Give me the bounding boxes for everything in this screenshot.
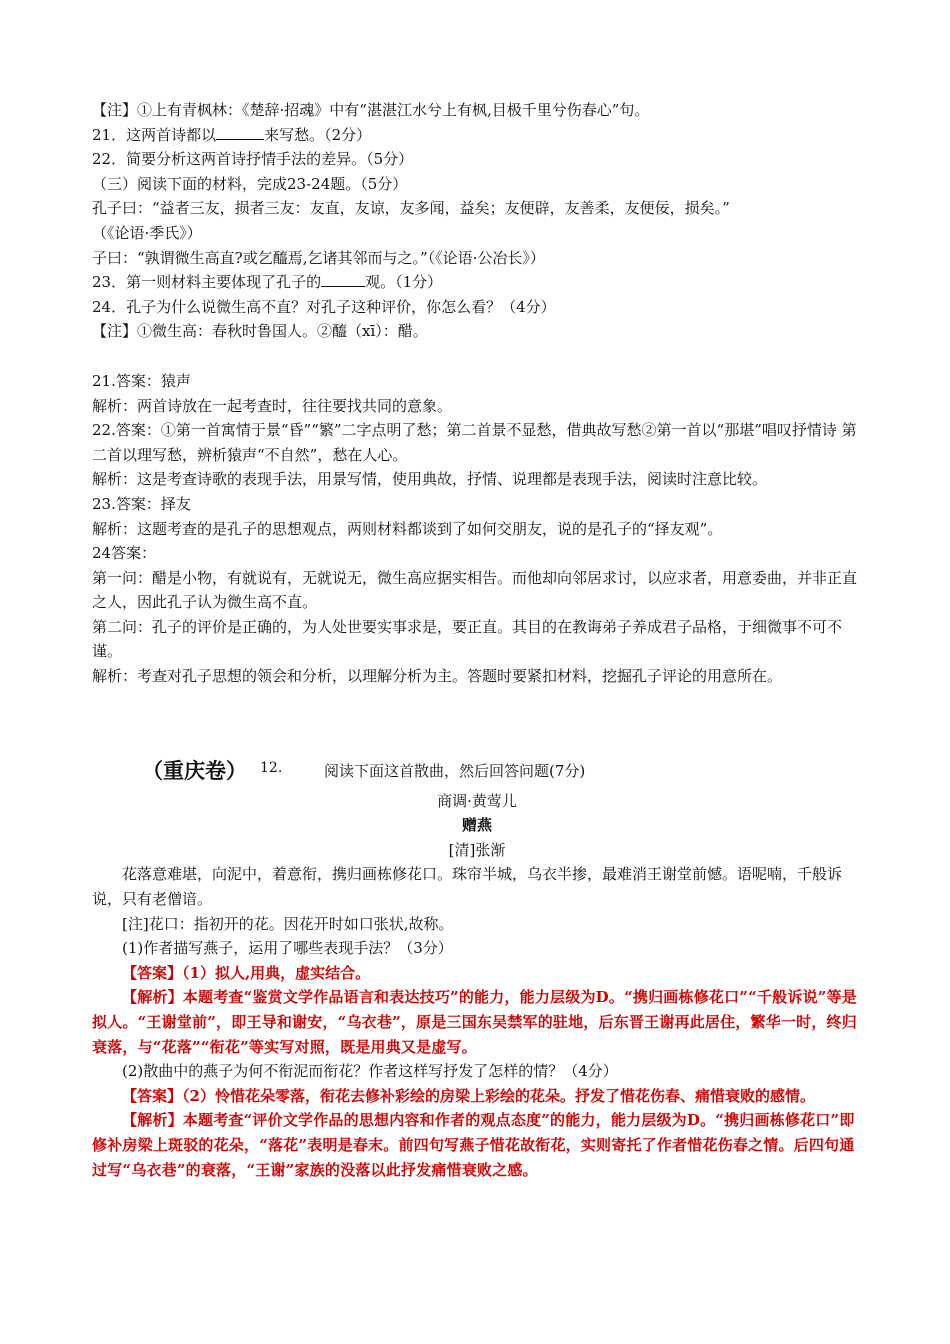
explanation-22: 解析：这是考查诗歌的表现手法，用景写情，使用典故，抒情、说理都是表现手法，阅读时注意比较。 (92, 470, 768, 489)
question-12-prompt: 阅读下面这首散曲，然后回答问题(7分) (324, 761, 586, 780)
quote-1: 孔子曰：“益者三友，损者三友：友直，友谅，友多闻，益矣；友便辟，友善柔，友便佞，损矣。” (92, 199, 730, 218)
sub-explanation-1: 【解析】本题考查“鉴赏文学作品语言和表达技巧”的能力，能力层级为D。“携归画栋修花口”“千般诉说”等是拟人。“王谢堂前”，即王导和谢安，“乌衣巷”，原是三国东吴禁军的驻地，后东晋王谢再此居住，繁华一时，终归衰落，与“花落”“衔花”等实写对照，既是用典又是虚写。 (92, 988, 857, 1056)
answer-22: 22.答案：①第一首寓情于景“昏”“繁”二字点明了愁；第二首景不显愁，借典故写愁②第一首以“那堪”唱叹抒情诗 第二首以理写愁，辨析猿声“不自然”，愁在人心。 (92, 421, 857, 464)
answer-21: 21.答案：猿声 (92, 371, 191, 390)
sub-question-1: (1)作者描写燕子，运用了哪些表现手法？（3分） (122, 939, 453, 958)
qupai-title: 商调·黄莺儿 (437, 791, 517, 810)
quote-2: 子曰：“孰谓微生高直?或乞醯焉,乞诸其邻而与之。”（《论语·公冶长》） (92, 248, 545, 267)
sub-explanation-2: 【解析】本题考查“评价文学作品的思想内容和作者的观点态度”的能力，能力层级为D。“携归画栋修花口”即修补房梁上斑驳的花朵，“落花”表明是春末。前四句写燕子惜花故衔花，实则寄托了作者惜花伤春之情。后四句通过写“乌衣巷”的衰落，“王谢”家族的没落以此抒发痛惜衰败之感。 (92, 1111, 855, 1179)
chongqing-section-title (92, 757, 862, 789)
question-12-number: 12. (260, 759, 283, 776)
section-3-heading: （三）阅读下面的材料，完成23-24题。（5分） (92, 174, 408, 193)
question-23: 23．第一则材料主要体现了孔子的 观。（1分） (92, 273, 443, 292)
answer-24-part-2: 第二问：孔子的评价是正确的，为人处世要实事求是，要正直。其目的在教诲弟子养成君子品格，于细微事不可不谨。 (92, 617, 843, 661)
answer-24-heading: 24答案： (92, 544, 157, 563)
answer-24-part-1: 第一问：醋是小物，有就说有，无就说无，微生高应据实相告。而他却向邻居求讨，以应求者，用意委曲，并非正直之人，因此孔子认为微生高不直。 (92, 568, 858, 612)
explanation-21: 解析：两首诗放在一起考查时，往往要找共同的意象。 (92, 396, 453, 415)
question-21: 21．这两首诗都以 来写愁。（2分） (92, 125, 372, 144)
poem-text: 花落意难堪，向泥中，着意衔，携归画栋修花口。珠帘半城，乌衣半掺，最难消王谢堂前憾。语呢喃，千般诉说，只有老僧谙。 (92, 865, 843, 909)
answer-23: 23.答案：择友 (92, 494, 191, 513)
sub-question-2: (2)散曲中的燕子为何不衔泥而衔花？作者这样写抒发了怎样的情？（4分） (122, 1062, 618, 1081)
sub-answer-1: 【答案】（1）拟人,用典，虚实结合。 (122, 963, 371, 982)
question-24: 24．孔子为什么说微生高不直？对孔子这种评价，你怎么看？（4分） (92, 297, 556, 316)
sub-answer-2: 【答案】（2）怜惜花朵零落，衔花去修补彩绘的房梁上彩绘的花朵。抒发了惜花伤春、痛惜衰败的感情。 (122, 1086, 815, 1105)
note-2: 【注】①微生高：春秋时鲁国人。②醯（xī）：醋。 (92, 322, 428, 341)
explanation-23: 解析：这题考查的是孔子的思想观点，两则材料都谈到了如何交朋友，说的是孔子的“择友观”。 (92, 519, 723, 538)
poem-title: 赠燕 (461, 816, 492, 835)
poem-note: [注]花口：指初开的花。因花开时如口张状,故称。 (122, 914, 454, 933)
quote-1-source: （《论语·季氏》） (92, 223, 202, 242)
document-page (92, 98, 862, 1182)
answer-blank (321, 273, 365, 287)
explanation-24: 解析：考查对孔子思想的领会和分析，以理解分析为主。答题时要紧扣材料，挖掘孔子评论的用意所在。 (92, 667, 783, 686)
answer-blank (216, 126, 264, 140)
poem-author: [清]张渐 (448, 840, 506, 859)
chongqing-heading: （重庆卷） (142, 758, 247, 783)
question-22: 22．简要分析这两首诗抒情手法的差异。（5分） (92, 150, 414, 169)
note-1: 【注】①上有青枫林：《楚辞·招魂》中有“湛湛江水兮上有枫,目极千里兮伤春心”句。 (92, 101, 650, 119)
